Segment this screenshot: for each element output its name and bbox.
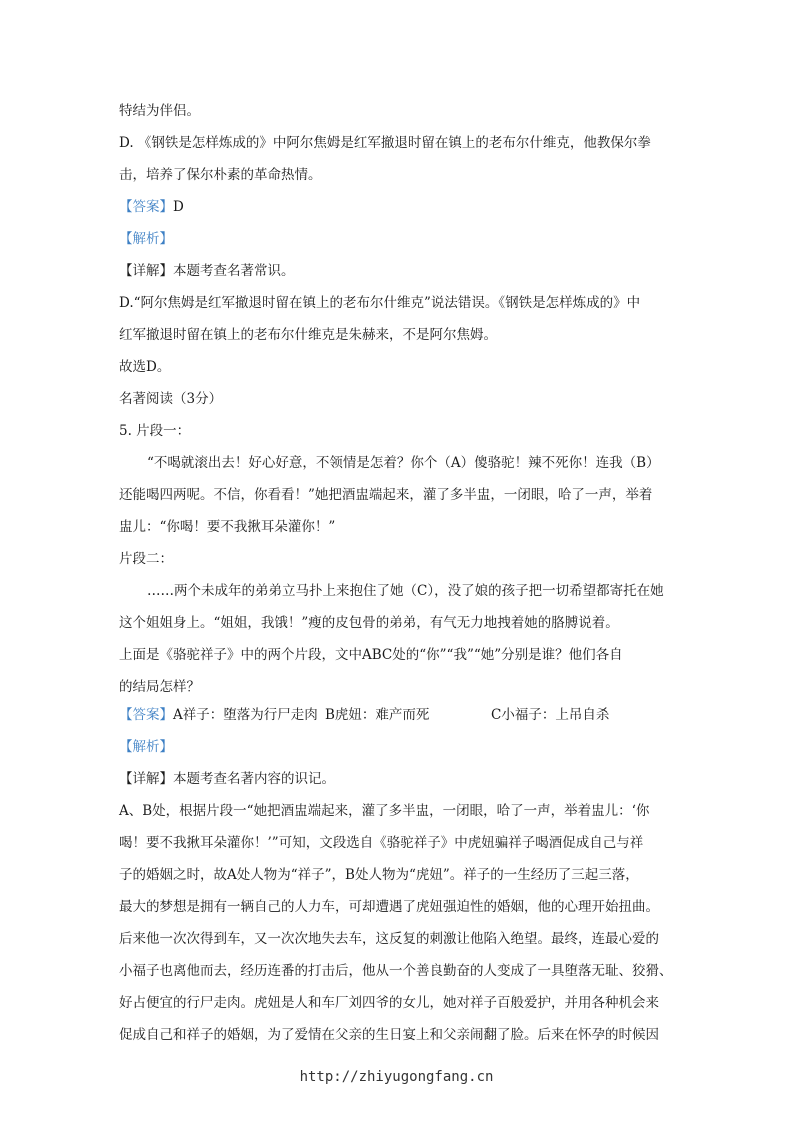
text-line: 子的婚姻之时，故A处人物为“祥子”，B处人物为“虎妞”。祥子的一生经历了三起三落， (119, 867, 639, 883)
text-line: 【详解】本题考查名著内容的识记。 (119, 771, 335, 787)
text-line: 片段二： (119, 551, 173, 567)
answer-c: C小福子：上吊自杀 (491, 707, 610, 723)
text-line: 这个姐姐身上。“姐姐，我饿！”瘦的皮包骨的弟弟，有气无力地拽着她的胳膊说着。 (119, 615, 619, 631)
answer-b: B虎妞：难产而死 (325, 707, 430, 723)
text-line: 名著阅读（3分） (119, 391, 223, 407)
answer-line-1 (119, 197, 679, 217)
footer-url[interactable]: http://zhiyugongfang.cn (299, 1069, 494, 1085)
text-line: 好占便宜的行尸走肉。虎妞是人和车厂刘四爷的女儿，她对祥子百般爱护，并用各种机会来 (119, 995, 659, 1011)
text-line: 故选D。 (119, 359, 171, 375)
question-number: 5. 片段一： (119, 423, 191, 439)
text-line: D. 《钢铁是怎样炼成的》中阿尔焦姆是红军撤退时留在镇上的老布尔什维克，他教保尔拳 (119, 135, 651, 151)
answer-tag: 【答案】 (119, 199, 173, 215)
text-line: 喝！要不我揪耳朵灌你！’”可知，文段选自《骆驼祥子》中虎妞骗祥子喝酒促成自己与祥 (119, 835, 644, 851)
text-line: D.“阿尔焦姆是红军撤退时留在镇上的老布尔什维克”说法错误。《钢铁是怎样炼成的》中 (119, 295, 641, 311)
text-line: 促成自己和祥子的婚姻，为了爱情在父亲的生日宴上和父亲闹翻了脸。后来在怀孕的时候因 (119, 1027, 659, 1043)
analysis-tag: 【解析】 (119, 231, 173, 247)
text-line: A、B处，根据片段一“她把酒盅端起来，灌了多半盅，一闭眼，哈了一声，举着盅儿：‘你 (119, 803, 650, 819)
text-line: “不喝就滚出去！好心好意，不领情是怎着？你个（A）傻骆驼！辣不死你！连我（B） (147, 455, 660, 471)
answer-tag: 【答案】 (119, 707, 173, 723)
text-line: 击，培养了保尔朴素的革命热情。 (119, 167, 322, 183)
text-line: 小福子也离他而去，经历连番的打击后，他从一个善良勤奋的人变成了一具堕落无耻、狡猾、 (119, 963, 673, 979)
answer-a: A祥子：堕落为行尸走肉 (173, 707, 318, 723)
answer-value: D (173, 199, 184, 215)
text-line: 盅儿：“你喝！要不我揪耳朵灌你！” (119, 519, 336, 535)
text-line: 的结局怎样？ (119, 679, 200, 695)
text-line: 最大的梦想是拥有一辆自己的人力车，可却遭遇了虎妞强迫性的婚姻，他的心理开始扭曲。 (119, 899, 659, 915)
text-line: 后来他一次次得到车，又一次次地失去车，这反复的刺激让他陷入绝望。最终，连最心爱的 (119, 931, 659, 947)
text-line: 上面是《骆驼祥子》中的两个片段，文中ABC处的“你”“我”“她”分别是谁？他们各自 (119, 647, 623, 663)
text-line: 特结为伴侣。 (119, 103, 200, 119)
text-line: ……两个未成年的弟弟立马扑上来抱住了她（C），没了娘的孩子把一切希望都寄托在她 (147, 583, 664, 599)
text-line: 【详解】本题考查名著常识。 (119, 263, 295, 279)
answer-line-2 (119, 705, 679, 725)
analysis-tag: 【解析】 (119, 739, 173, 755)
text-line: 还能喝四两呢。不信，你看看！”她把酒盅端起来，灌了多半盅，一闭眼，哈了一声，举着 (119, 487, 653, 503)
text-line: 红军撤退时留在镇上的老布尔什维克是朱赫来，不是阿尔焦姆。 (119, 327, 497, 343)
